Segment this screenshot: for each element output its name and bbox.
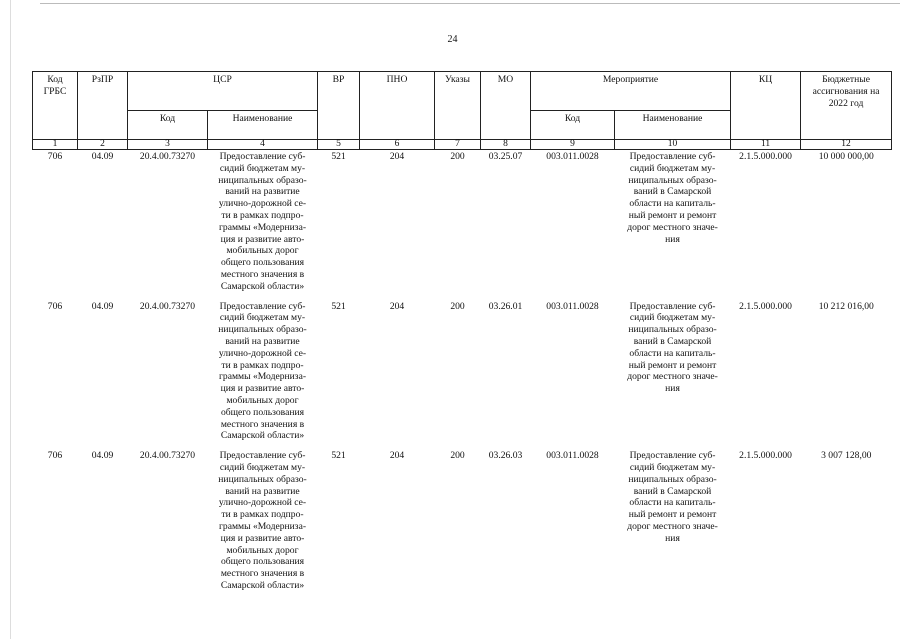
header-csr-code: Код (128, 111, 208, 140)
cell-kc: 2.1.5.000.000 (739, 151, 792, 162)
header-rzpr: РзПР (78, 72, 128, 140)
cell-budget: 10 212 016,00 (818, 300, 874, 312)
cell-grbs: 706 (47, 450, 63, 462)
cell-csr-code: 20.4.00.73270 (139, 450, 196, 462)
header-budget: Бюджетные ассигнования на 2022 год (801, 72, 892, 140)
column-number: 9 (531, 140, 615, 150)
table-row (33, 300, 892, 450)
scan-edge-left (10, 0, 11, 639)
cell-mo: 03.26.01 (488, 300, 523, 312)
cell-grbs: 706 (47, 151, 63, 162)
cell-vr: 521 (331, 151, 346, 162)
cell-rzpr: 04.09 (91, 151, 114, 162)
cell-kc: 2.1.5.000.000 (739, 450, 792, 462)
budget-table (32, 71, 892, 599)
cell-mer-name: Предоставление суб- сидий бюджетам му- ниципальных образо- ваний в Самарской области на капиталь- ный ремонт и ремонт дорог местного значе- ния (627, 450, 718, 544)
page-number: 24 (447, 34, 458, 45)
cell-rzpr: 04.09 (91, 450, 114, 462)
table-row (33, 449, 892, 599)
cell-budget: 3 007 128,00 (821, 450, 872, 462)
cell-pno: 204 (389, 300, 405, 312)
cell-pno: 204 (389, 450, 405, 462)
cell-csr-name: Предоставление суб- сидий бюджетам му- ниципальных образо- ваний на развитие улично-дорожной се- ти в рамках подпро- граммы «Модерниза- ция и развитие авто- мобильных дорог общего пользования местного значения в Самарской области» (218, 450, 307, 591)
column-number: 5 (318, 140, 360, 150)
cell-mo: 03.25.07 (488, 151, 523, 162)
table-row (33, 150, 892, 300)
header-meropriyatie: Мероприятие (531, 72, 731, 111)
cell-ukazy: 200 (450, 151, 465, 162)
column-number: 8 (481, 140, 531, 150)
scan-edge-top (40, 3, 900, 4)
cell-mer-name: Предоставление суб- сидий бюджетам му- ниципальных образо- ваний в Самарской области на капиталь- ный ремонт и ремонт дорог местного значе- ния (627, 151, 718, 245)
header-grbs: Код ГРБС (33, 72, 78, 140)
header-mo: МО (481, 72, 531, 140)
cell-vr: 521 (331, 450, 346, 462)
column-number: 6 (360, 140, 435, 150)
header-kc: КЦ (731, 72, 801, 140)
cell-pno: 204 (389, 151, 405, 162)
column-number: 4 (208, 140, 318, 150)
column-number: 7 (435, 140, 481, 150)
table-body (33, 150, 892, 599)
cell-mer-code: 003.011.0028 (546, 151, 599, 162)
cell-budget: 10 000 000,00 (818, 151, 874, 162)
column-number: 12 (801, 140, 892, 150)
cell-csr-name: Предоставление суб- сидий бюджетам му- ниципальных образо- ваний на развитие улично-дорожной се- ти в рамках подпро- граммы «Модерниза- ция и развитие авто- мобильных дорог общего пользования местного значения в Самарской области» (218, 300, 307, 442)
header-pno: ПНО (360, 72, 435, 140)
column-number: 10 (615, 140, 731, 150)
cell-csr-name: Предоставление суб- сидий бюджетам му- ниципальных образо- ваний на развитие улично-дорожной се- ти в рамках подпро- граммы «Модерниза- ция и развитие авто- мобильных дорог общего пользования местного значения в Самарской области» (218, 151, 307, 292)
cell-mer-code: 003.011.0028 (546, 450, 599, 462)
cell-mer-name: Предоставление суб- сидий бюджетам му- ниципальных образо- ваний в Самарской области на капиталь- ный ремонт и ремонт дорог местного значе- ния (627, 300, 718, 395)
header-ukazy: Указы (435, 72, 481, 140)
cell-grbs: 706 (47, 300, 63, 312)
cell-mer-code: 003.011.0028 (546, 300, 599, 312)
cell-csr-code: 20.4.00.73270 (139, 300, 196, 312)
cell-rzpr: 04.09 (91, 300, 114, 312)
header-csr: ЦСР (128, 72, 318, 111)
cell-csr-code: 20.4.00.73270 (139, 151, 196, 162)
header-mer-code: Код (531, 111, 615, 140)
cell-ukazy: 200 (450, 300, 465, 312)
cell-kc: 2.1.5.000.000 (739, 300, 792, 312)
header-vr: ВР (318, 72, 360, 140)
cell-vr: 521 (331, 300, 346, 312)
table-header (33, 72, 892, 150)
header-csr-name: Наименование (208, 111, 318, 140)
header-mer-name: Наименование (615, 111, 731, 140)
column-number: 1 (33, 140, 78, 150)
column-number: 11 (731, 140, 801, 150)
cell-ukazy: 200 (450, 450, 465, 462)
column-number: 3 (128, 140, 208, 150)
column-number: 2 (78, 140, 128, 150)
cell-mo: 03.26.03 (488, 450, 523, 462)
